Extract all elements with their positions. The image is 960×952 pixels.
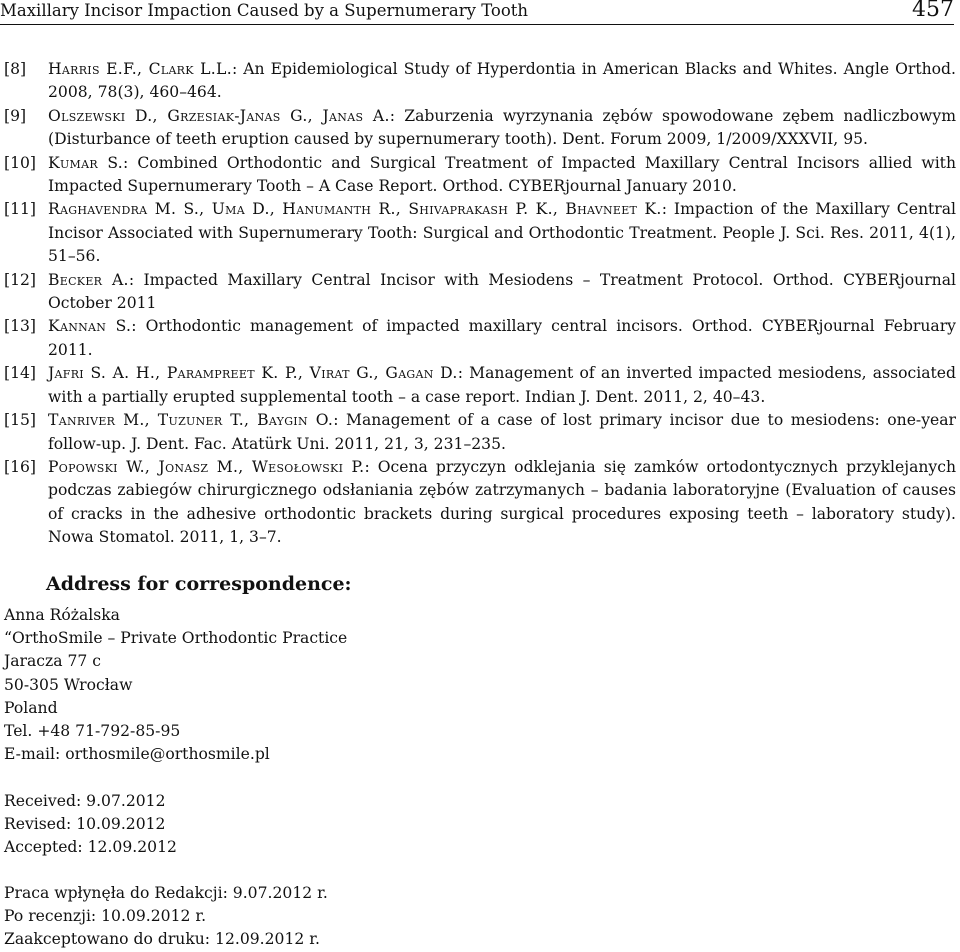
reference-text (48, 456, 956, 550)
page-number: 457 (912, 0, 954, 22)
reference-details: : An Epidemiological Study of Hyperdontia in American Blacks and Whites. Angle Orthod. 2008, 78(3), 460–464. (48, 60, 956, 102)
revised-date-pl: Po recenzji: 10.09.2012 r. (4, 907, 207, 926)
reference-number: [14] (4, 364, 37, 383)
reference-item (4, 409, 956, 456)
correspondence-phone: Tel. +48 71-792-85-95 (4, 722, 181, 741)
reference-list (4, 58, 956, 550)
reference-text (48, 409, 956, 456)
reference-number: [8] (4, 60, 27, 78)
reference-authors: Olszewski D., Grzesiak-Janas G., Janas A. (48, 106, 390, 125)
reference-number: [12] (4, 270, 37, 289)
reference-details: : Ocena przyczyn odklejania się zamków ortodontycznych przyklejanych podczas zabiegów chirurgicznego odsłaniania zębów zatrzymanych – badania laboratoryjne (Evaluation of causes of cracks in the adhesive orthodontic brackets during surgical procedures exposing teeth – laboratory study). Nowa Stomatol. 2011, 1, 3–7. (48, 457, 957, 547)
correspondence-email: E-mail: orthosmile@orthosmile.pl (4, 745, 270, 764)
reference-text (48, 362, 956, 409)
reference-text (48, 105, 956, 152)
running-header (0, 0, 954, 25)
reference-text (48, 198, 956, 268)
correspondence-city: 50-305 Wrocław (4, 675, 133, 694)
reference-authors: Raghavendra M. S., Uma D., Hanumanth R., Shivaprakash P. K., Bhavneet K. (48, 200, 662, 219)
reference-item (4, 58, 956, 105)
received-date-pl: Praca wpłynęła do Redakcji: 9.07.2012 r. (4, 884, 328, 902)
accepted-date: Accepted: 12.09.2012 (4, 838, 177, 857)
reference-text (48, 58, 956, 105)
reference-details: : Orthodontic management of impacted maxillary central incisors. Orthod. CYBERjournal February 2011. (48, 317, 956, 359)
reference-number: [10] (4, 153, 37, 172)
reference-details: : Zaburzenia wyrzynania zębów spowodowane zębem nadliczbowym (Disturbance of teeth eruption caused by supernumerary tooth). Dent. Forum 2009, 1/2009/XXXVII, 95. (48, 106, 956, 149)
manuscript-dates-polish (4, 882, 328, 952)
reference-item (4, 105, 956, 152)
correspondence-street: Jaracza 77 c (4, 652, 102, 671)
reference-details: : Impaction of the Maxillary Central Incisor Associated with Supernumerary Tooth: Surgical and Orthodontic Treatment. People J. Sci. Res. 2011, 4(1), 51–56. (48, 200, 956, 266)
reference-authors: Becker A. (48, 270, 129, 289)
correspondence-country: Poland (4, 698, 58, 717)
reference-authors: Jafri S. A. H., Parampreet K. P., Virat G., Gagan D. (48, 364, 458, 383)
reference-text (48, 152, 956, 199)
reference-details: : Management of an inverted impacted mesiodens, associated with a partially erupted supplemental tooth – a case report. Indian J. Dent. 2011, 2, 40–43. (48, 364, 956, 406)
correspondence-practice: “OrthoSmile – Private Orthodontic Practice (4, 629, 348, 648)
revised-date: Revised: 10.09.2012 (4, 815, 166, 834)
reference-item (4, 152, 956, 199)
reference-authors: Kannan S. (48, 317, 132, 336)
reference-authors: Harris E.F., Clark L.L. (48, 60, 232, 78)
reference-details: : Management of a case of lost primary incisor due to mesiodens: one-year follow-up. J. Dent. Fac. Atatürk Uni. 2011, 21, 3, 231–235. (48, 411, 956, 453)
reference-number: [16] (4, 457, 37, 476)
reference-item (4, 456, 956, 550)
reference-authors: Kumar S. (48, 153, 124, 172)
reference-authors: Popowski W., Jonasz M., Wesołowski P. (48, 457, 365, 476)
accepted-date-pl: Zaakceptowano do druku: 12.09.2012 r. (4, 930, 320, 949)
correspondence-name: Anna Różalska (4, 606, 120, 624)
reference-text (48, 315, 956, 362)
reference-details: : Impacted Maxillary Central Incisor with Mesiodens – Treatment Protocol. Orthod. CYBERjournal October 2011 (48, 270, 956, 313)
reference-number: [11] (4, 200, 37, 219)
reference-details: : Combined Orthodontic and Surgical Treatment of Impacted Maxillary Central Incisors allied with Impacted Supernumerary Tooth – A Case Report. Orthod. CYBERjournal January 2010. (48, 153, 956, 196)
correspondence-address (4, 604, 347, 766)
reference-item (4, 362, 956, 409)
manuscript-dates (4, 790, 177, 860)
reference-authors: Tanriver M., Tuzuner T., Baygin O. (48, 411, 334, 430)
reference-item (4, 198, 956, 268)
reference-number: [9] (4, 106, 27, 125)
received-date: Received: 9.07.2012 (4, 792, 166, 810)
correspondence-heading: Address for correspondence: (46, 573, 352, 595)
reference-item (4, 315, 956, 362)
running-title: Maxillary Incisor Impaction Caused by a Supernumerary Tooth (0, 1, 529, 20)
reference-item (4, 269, 956, 316)
reference-number: [13] (4, 317, 37, 336)
reference-text (48, 269, 956, 316)
reference-number: [15] (4, 411, 37, 430)
